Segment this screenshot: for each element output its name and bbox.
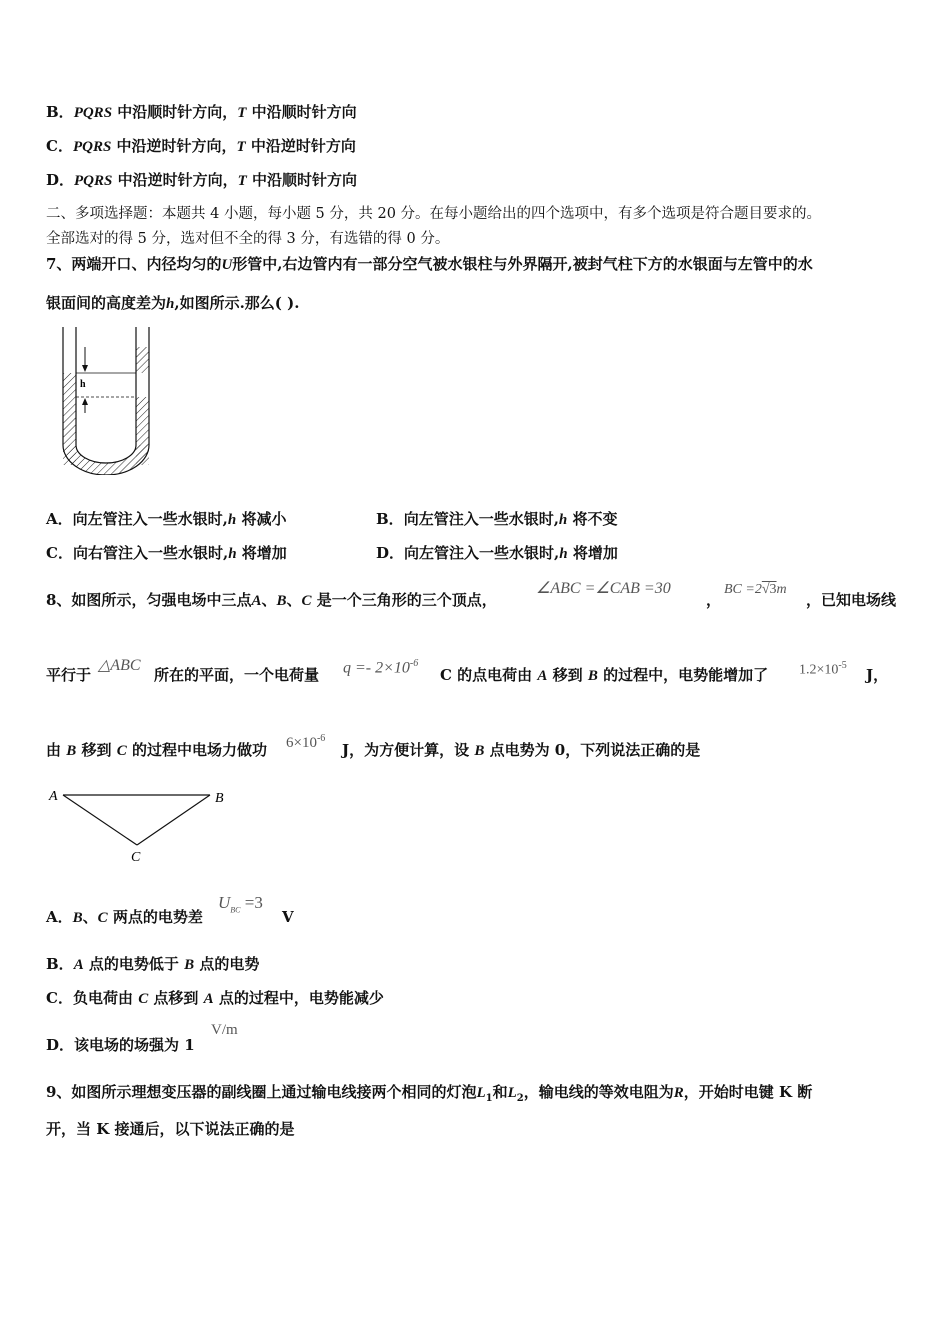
q7-option-d: D．向左管注入一些水银时,h 将增加 <box>376 544 618 562</box>
q8-option-a: A．B、C 两点的电势差 <box>46 908 203 926</box>
q9-stem-line2: 开，当 K 接通后，以下说法正确的是 <box>46 1120 295 1138</box>
q9-stem-line1: 9、如图所示理想变压器的副线圈上通过输电线接两个相同的灯泡$L_1$和$L_2$，输电线的等效电阻为R，开始时电键 K 断 <box>46 1083 813 1104</box>
vertex-a: A <box>49 789 58 804</box>
triangle-abc: △ABC <box>98 657 141 674</box>
h-label: h <box>80 379 86 390</box>
angle-formula: ∠ABC =∠CAB =30 <box>536 580 671 597</box>
ubc-formula: $U_{BC} =3$ <box>218 893 263 915</box>
q7-stem-line2: 银面间的高度差为h,如图所示.那么( ). <box>46 294 300 312</box>
q8-stem-tail: ，已知电场线 <box>806 591 897 609</box>
triangle-figure <box>45 783 235 865</box>
unit-vm: V/m <box>211 1022 238 1038</box>
section-note: 全部选对的得 5 分，选对但不全的得 3 分，有选错的得 0 分。 <box>46 231 450 247</box>
charge-formula: $q =- 2\times 10^{-6}$ <box>343 658 419 677</box>
q7-option-a: A．向左管注入一些水银时,h 将减小 <box>46 510 287 528</box>
option-b: B．PQRS 中沿顺时针方向，T 中沿顺时针方向 <box>46 103 357 121</box>
q7-stem-line1: 7、两端开口、内径均匀的U形管中,右边管内有一部分空气被水银柱与外界隔开,被封气柱下方的水银面与左管中的水 <box>46 255 813 273</box>
comma: ， <box>706 591 722 609</box>
option-c: C．PQRS 中沿逆时针方向，T 中沿逆时针方向 <box>46 137 356 155</box>
option-d: D．PQRS 中沿逆时针方向，T 中沿顺时针方向 <box>46 171 357 189</box>
q7-option-c: C．向右管注入一些水银时,h 将增加 <box>46 544 287 562</box>
unit-v: V <box>282 908 294 926</box>
q8-stem-line2c: C 的点电荷由 A 移到 B 的过程中，电势能增加了 <box>440 666 769 684</box>
q8-stem-line3b: J，为方便计算，设 B 点电势为 0，下列说法正确的是 <box>342 741 701 759</box>
energy-increase: $1.2\times 10^{-5}$ <box>799 660 847 678</box>
q8-option-b: B．A 点的电势低于 B 点的电势 <box>46 955 260 973</box>
work-value: $6\times 10^{-6}$ <box>286 733 326 751</box>
q8-stem-line2a: 平行于 <box>46 666 92 684</box>
u-tube-figure <box>55 325 165 475</box>
q8-option-c: C．负电荷由 C 点移到 A 点的过程中，电势能减少 <box>46 989 384 1007</box>
q8-option-d: D．该电场的场强为 1 <box>46 1036 195 1054</box>
q8-stem-line3a: 由 B 移到 C 的过程中电场力做功 <box>46 741 267 759</box>
unit-j-1: J， <box>866 666 889 684</box>
vertex-c: C <box>131 850 141 865</box>
vertex-b: B <box>215 791 224 806</box>
section-heading: 二、多项选择题：本题共 4 小题，每小题 5 分，共 20 分。在每小题给出的四个选项中，有多个选项是符合题目要求的。 <box>46 206 822 222</box>
q7-option-b: B．向左管注入一些水银时,h 将不变 <box>376 510 618 528</box>
bc-formula: BC =2√3m <box>724 582 787 597</box>
q8-stem-line1: 8、如图所示，匀强电场中三点A、B、C 是一个三角形的三个顶点， <box>46 591 497 609</box>
q8-stem-line2b: 所在的平面，一个电荷量 <box>154 666 320 684</box>
